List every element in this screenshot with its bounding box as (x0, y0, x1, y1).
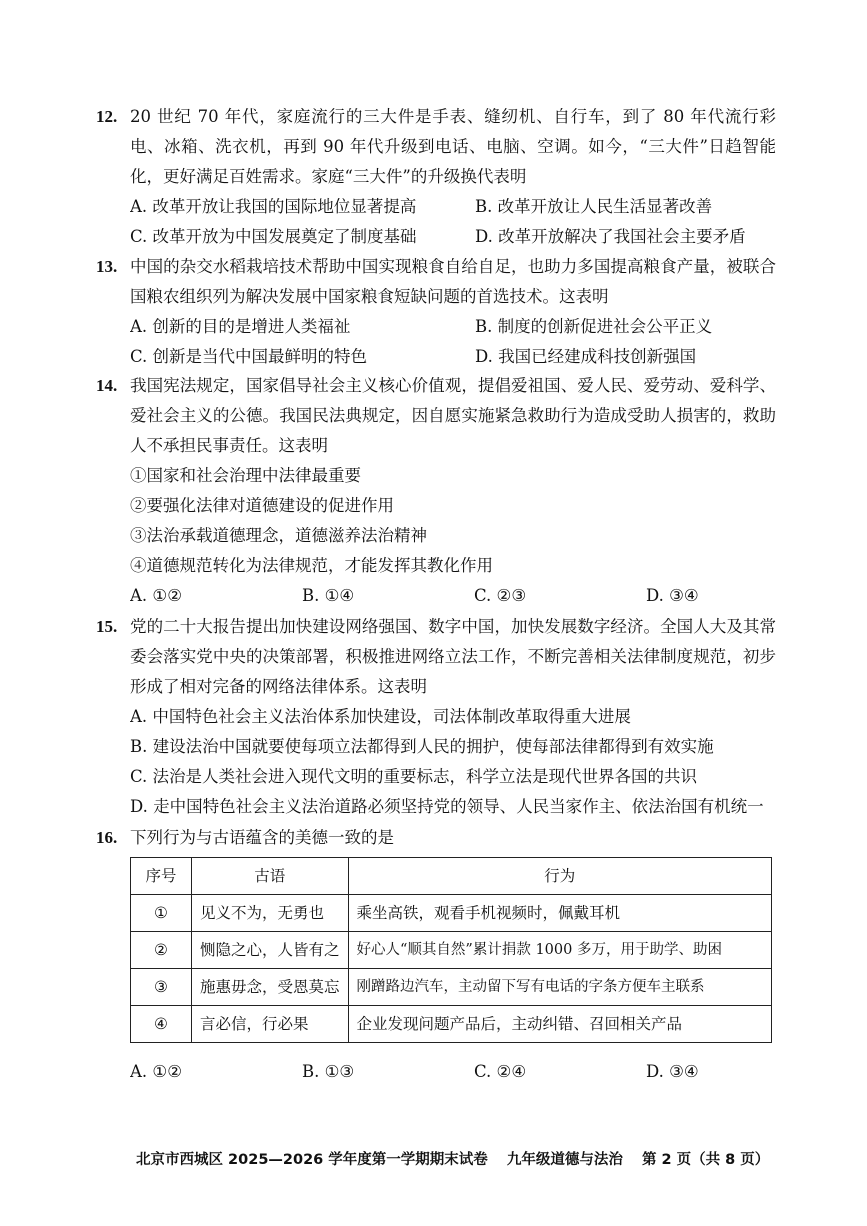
question-12 (96, 102, 776, 252)
option-b[interactable]: B. ①③ (302, 1062, 355, 1081)
option-c[interactable]: C. 法治是人类社会进入现代文明的重要标志，科学立法是现代世界各国的共识 (130, 767, 698, 786)
row-saying: 见义不为，无勇也 (192, 895, 349, 932)
option-c[interactable]: C. 创新是当代中国最鲜明的特色 (130, 347, 368, 366)
option-a[interactable]: A. 创新的目的是增进人类福祉 (130, 317, 351, 336)
question-number: 14. (96, 376, 118, 395)
row-saying: 言必信，行必果 (192, 1006, 349, 1043)
row-behavior: 乘坐高铁，观看手机视频时，佩戴耳机 (348, 895, 771, 932)
statement-4: ④道德规范转化为法律规范，才能发挥其教化作用 (130, 556, 493, 575)
statement-3: ③法治承载道德理念，道德滋养法治精神 (130, 526, 427, 545)
question-stem: 党的二十大报告提出加快建设网络强国、数字中国，加快发展数字经济。全国人大及其常委会落实党中央的决策部署，积极推进网络立法工作，不断完善相关法律制度规范，初步形成了相对完备的网络法律体系。这表明 (130, 617, 776, 696)
row-number: ① (131, 895, 192, 932)
option-b[interactable]: B. 改革开放让人民生活显著改善 (475, 197, 713, 216)
row-saying: 施惠毋念，受恩莫忘 (192, 969, 349, 1006)
option-d[interactable]: D. ③④ (646, 1062, 699, 1081)
option-a[interactable]: A. 改革开放让我国的国际地位显著提高 (130, 197, 417, 216)
options (130, 312, 776, 372)
row-behavior: 好心人“顺其自然”累计捐款 1000 多万，用于助学、助困 (348, 932, 771, 969)
statement-1: ①国家和社会治理中法律最重要 (130, 466, 361, 485)
statement-2: ②要强化法律对道德建设的促进作用 (130, 496, 394, 515)
row-behavior: 刚蹭路边汽车，主动留下写有电话的字条方便车主联系 (348, 969, 771, 1006)
option-a[interactable]: A. ①② (130, 1062, 182, 1081)
option-b[interactable]: B. 制度的创新促进社会公平正义 (475, 317, 713, 336)
footer-exam-title: 北京市西城区 2025—2026 学年度第一学期期末试卷 (136, 1152, 488, 1168)
table-row (131, 895, 772, 932)
header-number: 序号 (131, 858, 192, 895)
option-d[interactable]: D. ③④ (646, 586, 699, 605)
question-number: 13. (96, 257, 118, 276)
option-c[interactable]: C. 改革开放为中国发展奠定了制度基础 (130, 227, 417, 246)
row-number: ④ (131, 1006, 192, 1043)
question-number: 15. (96, 617, 118, 636)
option-c[interactable]: C. ②③ (474, 586, 527, 605)
footer-subject: 九年级道德与法治 (506, 1152, 623, 1168)
option-b[interactable]: B. 建设法治中国就要使每项立法都得到人民的拥护，使每部法律都得到有效实施 (130, 737, 714, 756)
question-number: 16. (96, 828, 118, 847)
row-number: ③ (131, 969, 192, 1006)
row-number: ② (131, 932, 192, 969)
table-row (131, 969, 772, 1006)
table-row (131, 932, 772, 969)
option-a[interactable]: A. ①② (130, 586, 182, 605)
page-footer (136, 1148, 783, 1169)
options (130, 192, 776, 252)
footer-page-number: 第 2 页（共 8 页） (641, 1152, 770, 1168)
question-15 (96, 612, 776, 822)
question-stem: 20 世纪 70 年代，家庭流行的三大件是手表、缝纫机、自行车，到了 80 年代流行彩电、冰箱、洗衣机，再到 90 年代升级到电话、电脑、空调。如今，“三大件”日趋智能化，更好满足百姓需求。家庭“三大件”的升级换代表明 (130, 107, 776, 186)
options (130, 1057, 776, 1087)
header-behavior: 行为 (348, 858, 771, 895)
question-16 (96, 823, 776, 1087)
option-b[interactable]: B. ①④ (302, 586, 355, 605)
option-d[interactable]: D. 改革开放解决了我国社会主要矛盾 (475, 227, 746, 246)
header-saying: 古语 (192, 858, 349, 895)
options (130, 581, 776, 611)
table-row (131, 1006, 772, 1043)
question-stem: 下列行为与古语蕴含的美德一致的是 (130, 828, 394, 847)
question-number: 12. (96, 107, 118, 126)
question-13 (96, 252, 776, 372)
row-saying: 恻隐之心，人皆有之 (192, 932, 349, 969)
question-stem: 中国的杂交水稻栽培技术帮助中国实现粮食自给自足，也助力多国提高粮食产量，被联合国粮农组织列为解决发展中国家粮食短缺问题的首选技术。这表明 (130, 257, 776, 306)
table-header-row (131, 858, 772, 895)
option-c[interactable]: C. ②④ (474, 1062, 527, 1081)
option-d[interactable]: D. 我国已经建成科技创新强国 (475, 347, 697, 366)
question-14 (96, 371, 776, 611)
row-behavior: 企业发现问题产品后，主动纠错、召回相关产品 (348, 1006, 771, 1043)
option-d[interactable]: D. 走中国特色社会主义法治道路必须坚持党的领导、人民当家作主、依法治国有机统一 (130, 797, 764, 816)
virtue-table (130, 857, 772, 1043)
option-a[interactable]: A. 中国特色社会主义法治体系加快建设，司法体制改革取得重大进展 (130, 707, 631, 726)
question-stem: 我国宪法规定，国家倡导社会主义核心价值观，提倡爱祖国、爱人民、爱劳动、爱科学、爱社会主义的公德。我国民法典规定，因自愿实施紧急救助行为造成受助人损害的，救助人不承担民事责任。这表明 (130, 376, 776, 455)
